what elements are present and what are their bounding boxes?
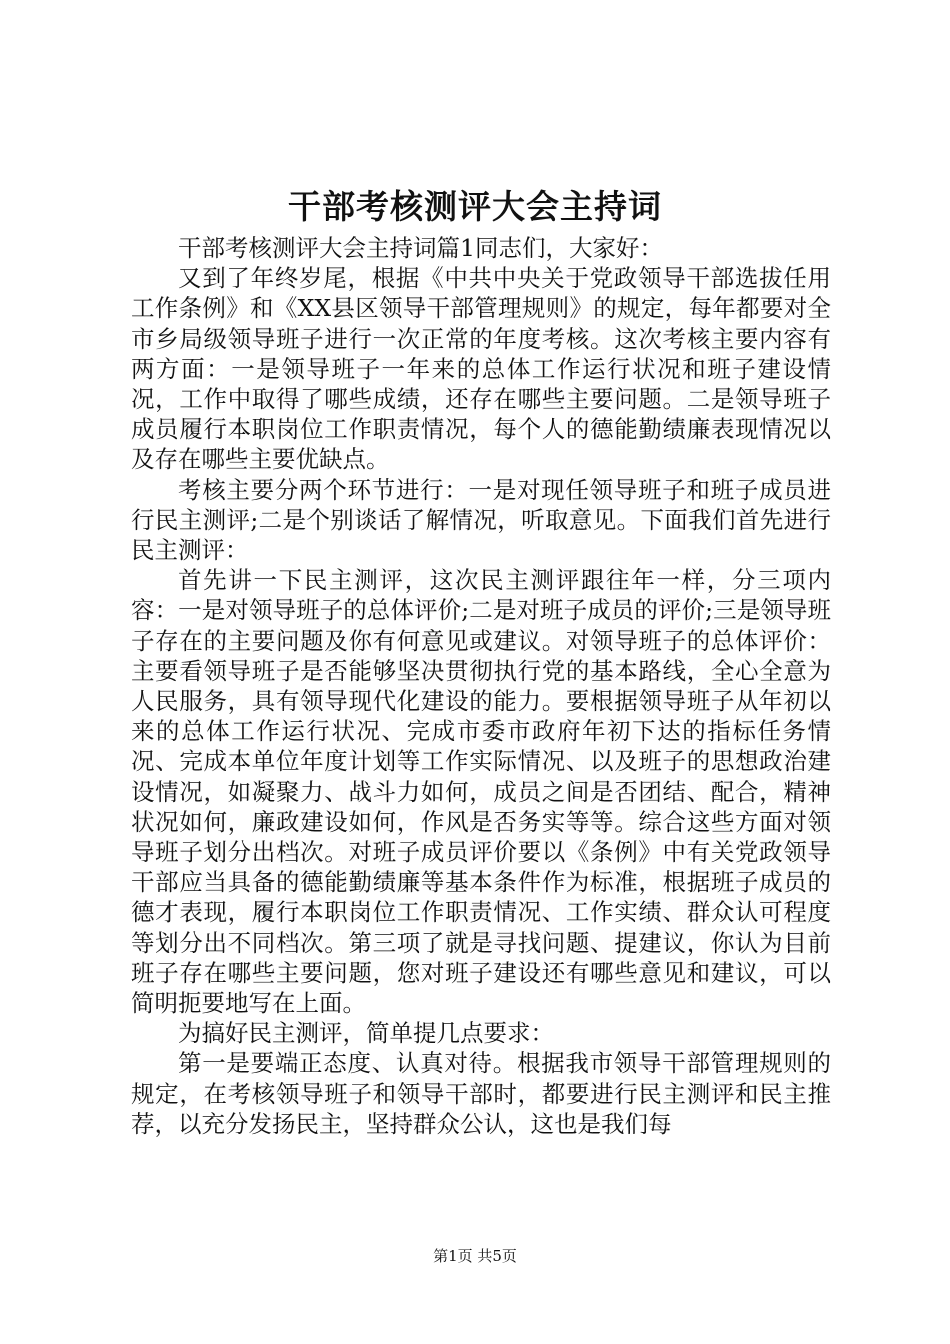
paragraph-1: 干部考核测评大会主持词篇1同志们，大家好： [178, 234, 663, 262]
document-body [131, 233, 831, 1139]
paragraph-5: 为搞好民主测评，简单提几点要求： [178, 1019, 554, 1048]
paragraph-3: 考核主要分两个环节进行：一是对现任领导班子和班子成员进行民主测评;二是个别谈话了解情况，听取意见。下面我们首先进行民主测评： [131, 475, 831, 565]
paragraph-2: 又到了年终岁尾，根据《中共中央关于党政领导干部选拔任用工作条例》和《XX县区领导干部管理规则》的规定，每年都要对全市乡局级领导班子进行一次正常的年度考核。这次考核主要内容有两方面：一是领导班子一年来的总体工作运行状况和班子建设情况，工作中取得了哪些成绩，还存在哪些主要问题。二是领导班子成员履行本职岗位工作职责情况，每个人的德能勤绩廉表现情况以及存在哪些主要优缺点。 [131, 264, 831, 474]
paragraph-4: 首先讲一下民主测评，这次民主测评跟往年一样，分三项内容：一是对领导班子的总体评价;二是对班子成员的评价;三是领导班子存在的主要问题及你有何意见或建议。对领导班子的总体评价：主要看领导班子是否能够坚决贯彻执行党的基本路线，全心全意为人民服务，具有领导现代化建设的能力。要根据领导班子从年初以来的总体工作运行状况、完成市委市政府年初下达的指标任务情况、完成本单位年度计划等工作实际情况、以及班子的思想政治建设情况，如凝聚力、战斗力如何，成员之间是否团结、配合，精神状况如何，廉政建设如何，作风是否务实等等。综合这些方面对领导班子划分出档次。对班子成员评价要以《条例》中有关党政领导干部应当具备的德能勤绩廉等基本条件作为标准，根据班子成员的德才表现，履行本职岗位工作职责情况、工作实绩、群众认可程度等划分出不同档次。第三项了就是寻找问题、提建议，你认为目前班子存在哪些主要问题，您对班子建设还有哪些意见和建议，可以简明扼要地写在上面。 [131, 566, 831, 1018]
document-title: 干部考核测评大会主持词 [288, 187, 662, 226]
paragraph-6: 第一是要端正态度、认真对待。根据我市领导干部管理规则的规定，在考核领导班子和领导干部时，都要进行民主测评和民主推荐，以充分发扬民主，坚持群众公认，这也是我们每 [131, 1049, 831, 1138]
page-footer: 第1页 共5页 [433, 1247, 517, 1265]
